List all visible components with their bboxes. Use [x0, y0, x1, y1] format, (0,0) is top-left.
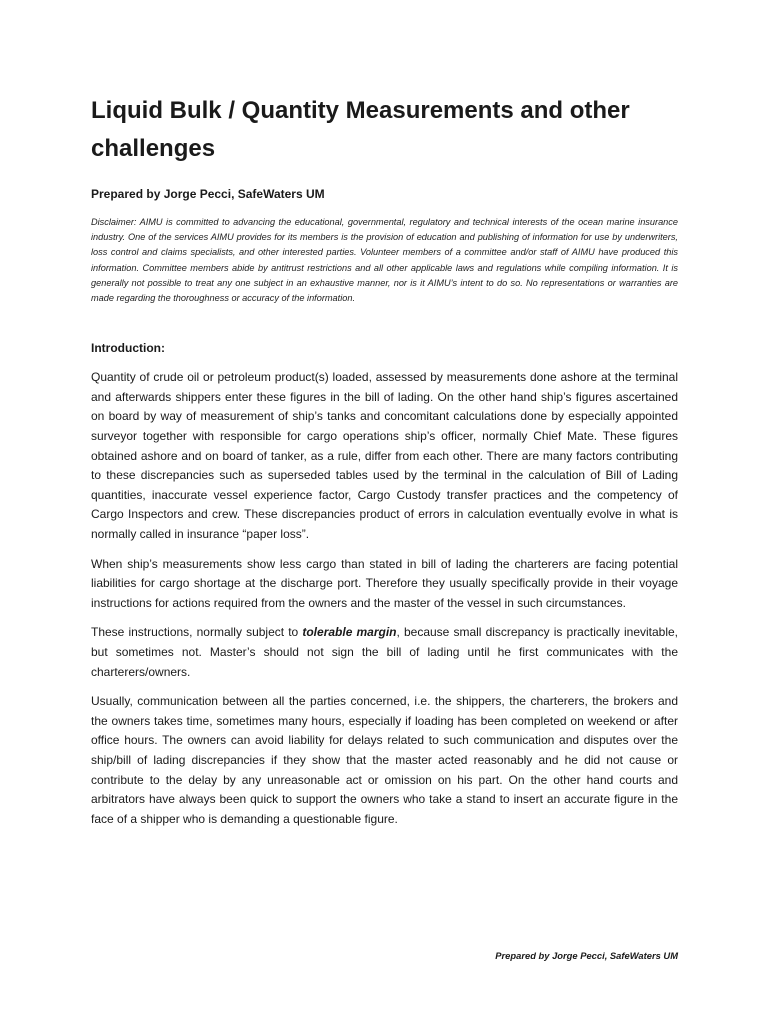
paragraph-3-lead: These instructions, normally subject to [91, 625, 303, 640]
introduction-heading: Introduction: [91, 341, 165, 356]
paragraph-1: Quantity of crude oil or petroleum product(s) loaded, assessed by measurements done ashore at the terminal and afterwards shippers enter these figures in the bill of lading. On the other hand ship’s figures ascertained on board by way of measurement of ship’s tanks and concomitant calculations done by especially appointed surveyor together with responsible for cargo operations ship’s officer, normally Chief Mate. These figures obtained ashore and on board of tanker, as a rule, differ from each other. There are many factors contributing to these discrepancies such as superseded tables used by the terminal in the calculation of Bill of Lading quantities, inaccurate vessel experience factor, Cargo Custody transfer practices and the competency of Cargo Inspectors and crew. These discrepancies product of errors in calculation eventually evolve in what is normally called in insurance “paper loss”. [91, 370, 678, 541]
disclaimer-text: Disclaimer: AIMU is committed to advancing the educational, governmental, regulatory and technical interests of the ocean marine insurance industry. One of the services AIMU provides for its members is the provision of education and publishing of information for use by underwriters, loss control and claims specialists, and other interested parties. Volunteer members of a committee and/or staff of AIMU have produced this information. Committee members abide by antitrust restrictions and all other applicable laws and regulations while compiling information. It is generally not possible to treat any one subject in an exhaustive manner, nor is it AIMU’s intent to do so. No representations or warranties are made regarding the thoroughness or accuracy of the information. [91, 217, 678, 304]
paragraph-4: Usually, communication between all the parties concerned, i.e. the shippers, the charterers, the brokers and the owners takes time, sometimes many hours, especially if loading has been completed on weekend or after office hours. The owners can avoid liability for delays related to such communication and disputes over the ship/bill of lading discrepancies if they show that the master acted reasonably and he did not cause or contribute to the delay by any unreasonable act or omission on his part. On the other hand courts and arbitrators have always been quick to support the owners who take a stand to insert an accurate figure in the face of a shipper who is demanding a questionable figure. [91, 694, 678, 826]
tolerable-margin-term: tolerable margin [302, 625, 397, 640]
paragraph-2: When ship’s measurements show less cargo than stated in bill of lading the charterers are facing potential liabilities for cargo shortage at the discharge port. Therefore they usually specifically provide in their voyage instructions for actions required from the owners and the master of the vessel in such circumstances. [91, 556, 678, 610]
paragraph-3 [91, 623, 678, 682]
author-byline: Prepared by Jorge Pecci, SafeWaters UM [91, 187, 325, 201]
paragraph-3-tail: , because small discrepancy is practically inevitable, but sometimes not. Master’s should not sign the bill of lading until he first communicates with the charterers/owners. [91, 625, 679, 679]
page-footer: Prepared by Jorge Pecci, SafeWaters UM [495, 950, 678, 961]
document-body [91, 92, 678, 829]
document-title: Liquid Bulk / Quantity Measurements and other challenges [91, 97, 630, 162]
